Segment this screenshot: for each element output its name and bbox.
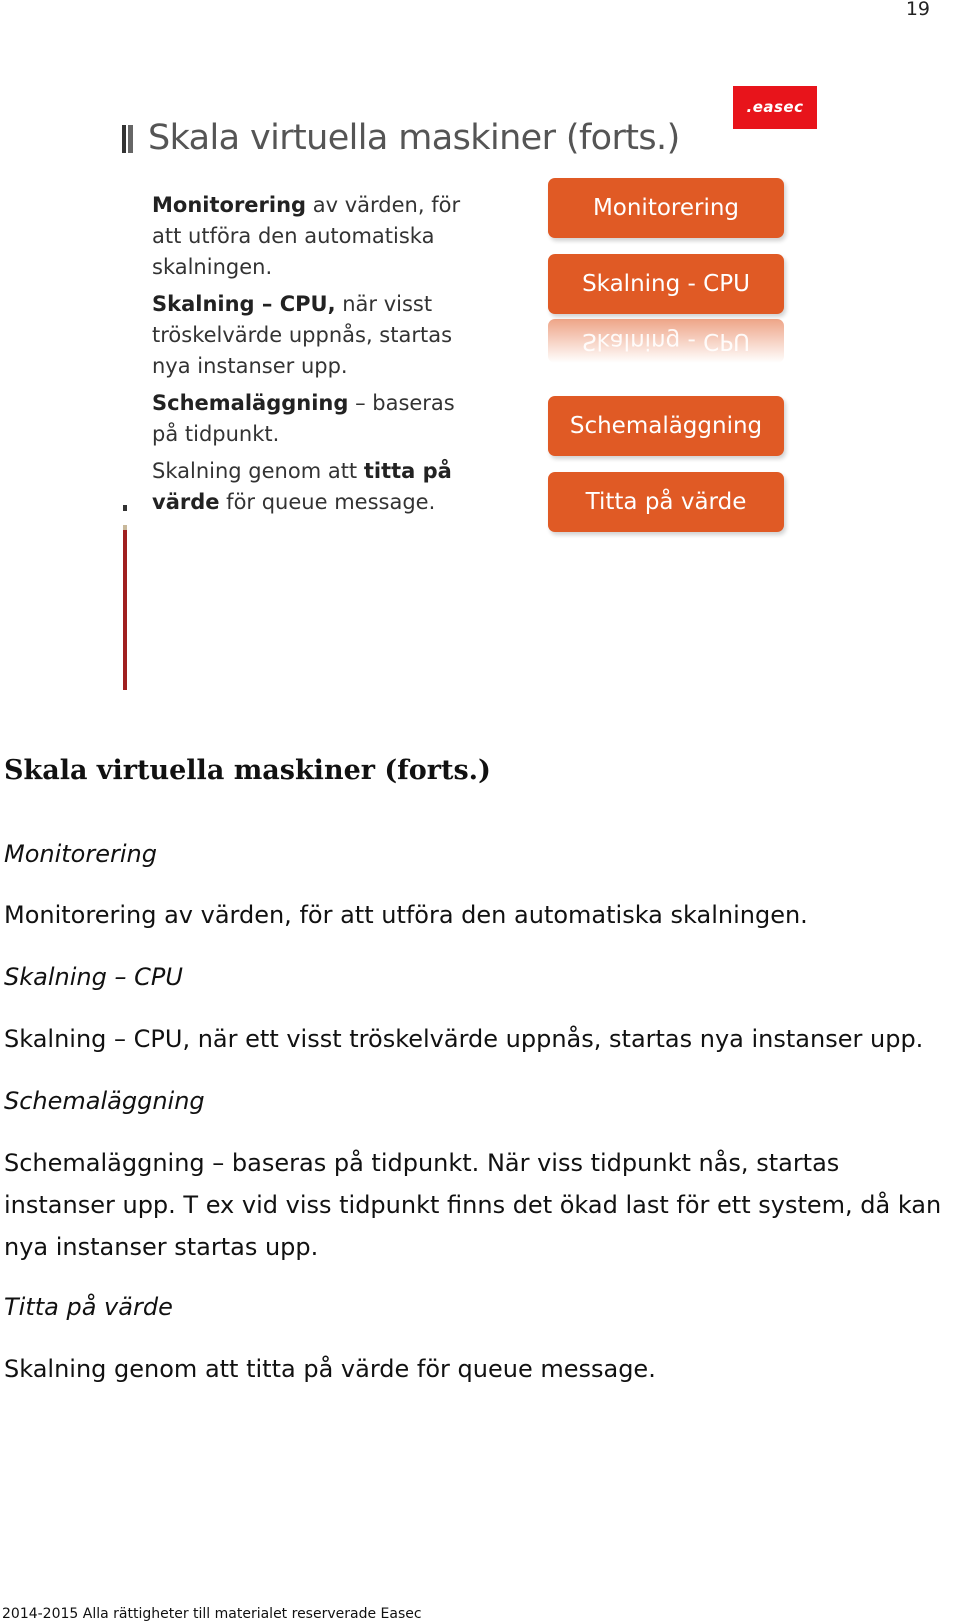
skalning-cpu-reflection: Skalning - CPU [548, 319, 784, 363]
page-number: 19 [905, 0, 930, 20]
slide-bullet: Monitorering av värden, för att utföra den automatiska skalningen. [152, 193, 461, 279]
slide-title: Skala virtuella maskiner (forts.) [148, 118, 680, 158]
titta-pa-varde-box: Titta på värde [548, 472, 784, 532]
footer-copyright: 2014-2015 Alla rättigheter till materialet reserverade Easec [2, 1606, 422, 1622]
easec-logo: .easec [733, 86, 817, 129]
text-monitorering: Monitorering av värden, för att utföra den automatiska skalningen. [4, 901, 808, 929]
heading-schemalaggning: Schemaläggning [4, 1087, 205, 1115]
slide-bullet: Skalning genom att titta på värde för queue message. [152, 459, 452, 514]
title-accent-bar [122, 125, 126, 153]
title-accent-bar-2 [128, 125, 133, 153]
side-marker [123, 505, 127, 511]
heading-titta-pa-varde: Titta på värde [4, 1293, 173, 1321]
section-title: Skala virtuella maskiner (forts.) [4, 755, 491, 786]
text-skalning-cpu: Skalning – CPU, när ett visst tröskelvärde uppnås, startas nya instanser upp. [4, 1025, 924, 1053]
monitorering-box: Monitorering [548, 178, 784, 238]
slide-bullet: Skalning – CPU, när visst tröskelvärde uppnås, startas nya instanser upp. [152, 292, 453, 378]
heading-skalning-cpu: Skalning – CPU [4, 963, 183, 991]
schemalaggning-box: Schemaläggning [548, 396, 784, 456]
skalning-cpu-box: Skalning - CPU [548, 254, 784, 314]
slide-bullet: Schemaläggning – baseras på tidpunkt. [152, 391, 455, 446]
slide-bullets [152, 190, 482, 524]
slide-image [0, 60, 960, 660]
heading-monitorering: Monitorering [4, 840, 157, 868]
text-schemalaggning: Schemaläggning – baseras på tidpunkt. När viss tidpunkt nås, startas instanser upp. T ex vid viss tidpunkt finns det ökad last för ett system, då kan nya instanser startas upp. [4, 1149, 942, 1261]
text-titta-pa-varde: Skalning genom att titta på värde för queue message. [4, 1355, 656, 1383]
side-line [123, 530, 127, 690]
